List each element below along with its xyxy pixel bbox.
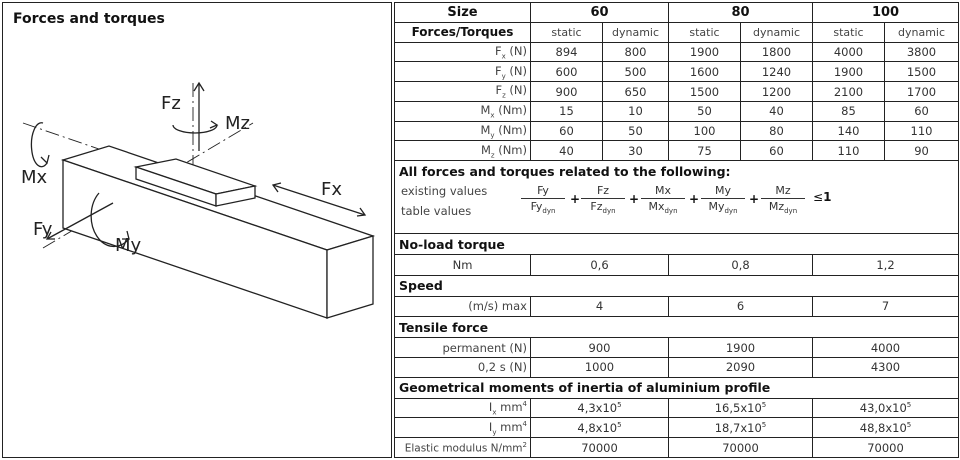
- table-row: [395, 101, 959, 121]
- row-label: permanent (N): [395, 338, 531, 358]
- forces-torques-label: Forces/Torques: [395, 22, 531, 42]
- fraction-mz: Mz $Mz_{dyn}$: [761, 184, 805, 215]
- rail-profile: [63, 146, 373, 318]
- table-cell: 15: [531, 101, 603, 121]
- geom-title: Geometrical moments of inertia of aluminium profile: [395, 377, 959, 398]
- formula-block: [395, 161, 959, 234]
- existing-values-label: existing values: [401, 184, 488, 199]
- row-label: $I_y$ $mm^4$: [395, 418, 531, 438]
- table-cell: 30: [603, 141, 669, 161]
- table-cell: $18,7x10^5$: [669, 418, 813, 438]
- forces-diagram-panel: [2, 2, 392, 458]
- label-fy: Fy: [33, 219, 53, 240]
- table-cell: 1900: [813, 62, 885, 82]
- table-cell: 1200: [741, 82, 813, 102]
- table-cell: 6: [669, 296, 813, 317]
- table-row: [395, 418, 959, 438]
- table-cell: 500: [603, 62, 669, 82]
- row-label: $M_z$ (Nm): [395, 141, 531, 161]
- fz-arrow-icon: [194, 83, 204, 151]
- label-mz: Mz: [225, 113, 250, 134]
- size-80: 80: [669, 3, 813, 23]
- plus-sign: +: [689, 192, 700, 207]
- label-fx: Fx: [321, 179, 343, 200]
- table-row: [395, 398, 959, 418]
- table-cell: 1900: [669, 338, 813, 358]
- table-cell: 0,8: [669, 254, 813, 275]
- table-cell: 900: [531, 338, 669, 358]
- size-header-row: [395, 3, 959, 23]
- section-header-row: [395, 234, 959, 255]
- tensile-title: Tensile force: [395, 317, 959, 338]
- table-cell: 60: [531, 121, 603, 141]
- static-label: static: [531, 22, 603, 42]
- table-values-label: table values: [401, 204, 472, 219]
- row-label: $F_y$ (N): [395, 62, 531, 82]
- static-label: static: [813, 22, 885, 42]
- table-cell: 800: [603, 42, 669, 62]
- table-cell: 80: [741, 121, 813, 141]
- table-cell: 60: [885, 101, 959, 121]
- table-row: [395, 338, 959, 358]
- plus-sign: +: [570, 192, 581, 207]
- table-row: [395, 254, 959, 275]
- table-cell: 110: [813, 141, 885, 161]
- fraction-my: My $My_{dyn}$: [701, 184, 745, 215]
- table-cell: 4300: [813, 357, 959, 377]
- label-fz: Fz: [161, 93, 181, 114]
- row-label: Nm: [395, 254, 531, 275]
- row-label: 0,2 s (N): [395, 357, 531, 377]
- table-cell: 900: [531, 82, 603, 102]
- table-cell: 2090: [669, 357, 813, 377]
- row-label: $M_x$ (Nm): [395, 101, 531, 121]
- table-cell: 90: [885, 141, 959, 161]
- table-row: [395, 121, 959, 141]
- table-row: [395, 62, 959, 82]
- specification-table: [394, 2, 959, 458]
- label-mx: Mx: [21, 167, 48, 188]
- row-label: $I_x$ $mm^4$: [395, 398, 531, 418]
- table-cell: 1800: [741, 42, 813, 62]
- table-cell: 110: [885, 121, 959, 141]
- speed-title: Speed: [395, 275, 959, 296]
- table-cell: $43,0x10^5$: [813, 398, 959, 418]
- fraction-fy: Fy $Fy_{dyn}$: [521, 184, 565, 215]
- formula-row: [395, 161, 959, 234]
- fraction-fz: Fz $Fz_{dyn}$: [581, 184, 625, 215]
- table-row: [395, 357, 959, 377]
- table-cell: 1500: [669, 82, 741, 102]
- table-cell: 40: [741, 101, 813, 121]
- plus-sign: +: [629, 192, 640, 207]
- table-cell: 50: [603, 121, 669, 141]
- size-60: 60: [531, 3, 669, 23]
- section-header-row: [395, 317, 959, 338]
- panel-title: Forces and torques: [13, 11, 165, 27]
- table-cell: 7: [813, 296, 959, 317]
- table-cell: 894: [531, 42, 603, 62]
- table-cell: 1240: [741, 62, 813, 82]
- table-cell: 70000: [813, 438, 959, 458]
- static-label: static: [669, 22, 741, 42]
- row-label: (m/s) max: [395, 296, 531, 317]
- table-cell: 10: [603, 101, 669, 121]
- row-label: $F_z$ (N): [395, 82, 531, 102]
- row-label: $M_y$ (Nm): [395, 121, 531, 141]
- table-cell: 70000: [531, 438, 669, 458]
- table-row: [395, 141, 959, 161]
- row-label: Elastic modulus $N/mm^2$: [395, 438, 531, 458]
- mz-rotation-icon: [173, 125, 217, 133]
- section-header-row: [395, 377, 959, 398]
- table-cell: 4000: [813, 338, 959, 358]
- dynamic-label: dynamic: [885, 22, 959, 42]
- table-cell: 140: [813, 121, 885, 141]
- static-dynamic-row: [395, 22, 959, 42]
- leq-bound: ≤1: [813, 190, 832, 205]
- noload-title: No-load torque: [395, 234, 959, 255]
- table-cell: 75: [669, 141, 741, 161]
- table-cell: 1600: [669, 62, 741, 82]
- table-cell: 600: [531, 62, 603, 82]
- table-cell: $48,8x10^5$: [813, 418, 959, 438]
- size-label: Size: [395, 3, 531, 23]
- table-row: [395, 42, 959, 62]
- forces-torques-diagram: [3, 43, 391, 457]
- fraction-mx: Mx $Mx_{dyn}$: [641, 184, 685, 215]
- table-cell: 2100: [813, 82, 885, 102]
- table-cell: 1900: [669, 42, 741, 62]
- table-row: [395, 296, 959, 317]
- plus-sign: +: [749, 192, 760, 207]
- table-cell: 70000: [669, 438, 813, 458]
- table-cell: 1500: [885, 62, 959, 82]
- section-header-row: [395, 275, 959, 296]
- size-100: 100: [813, 3, 959, 23]
- table-cell: $16,5x10^5$: [669, 398, 813, 418]
- table-cell: 650: [603, 82, 669, 102]
- table-row: [395, 438, 959, 458]
- dynamic-label: dynamic: [741, 22, 813, 42]
- table-cell: 1700: [885, 82, 959, 102]
- label-my: My: [115, 235, 142, 256]
- table-cell: 40: [531, 141, 603, 161]
- table-cell: 100: [669, 121, 741, 141]
- table-cell: $4,3x10^5$: [531, 398, 669, 418]
- row-label: $F_x$ (N): [395, 42, 531, 62]
- table-cell: 50: [669, 101, 741, 121]
- table-cell: 0,6: [531, 254, 669, 275]
- formula-title: All forces and torques related to the following:: [399, 164, 731, 180]
- dynamic-label: dynamic: [603, 22, 669, 42]
- table-cell: $4,8x10^5$: [531, 418, 669, 438]
- table-cell: 3800: [885, 42, 959, 62]
- table-cell: 85: [813, 101, 885, 121]
- table-cell: 4000: [813, 42, 885, 62]
- table-cell: 60: [741, 141, 813, 161]
- table-cell: 1000: [531, 357, 669, 377]
- table-cell: 1,2: [813, 254, 959, 275]
- table-row: [395, 82, 959, 102]
- table-cell: 4: [531, 296, 669, 317]
- mx-arrowhead-icon: [41, 155, 49, 163]
